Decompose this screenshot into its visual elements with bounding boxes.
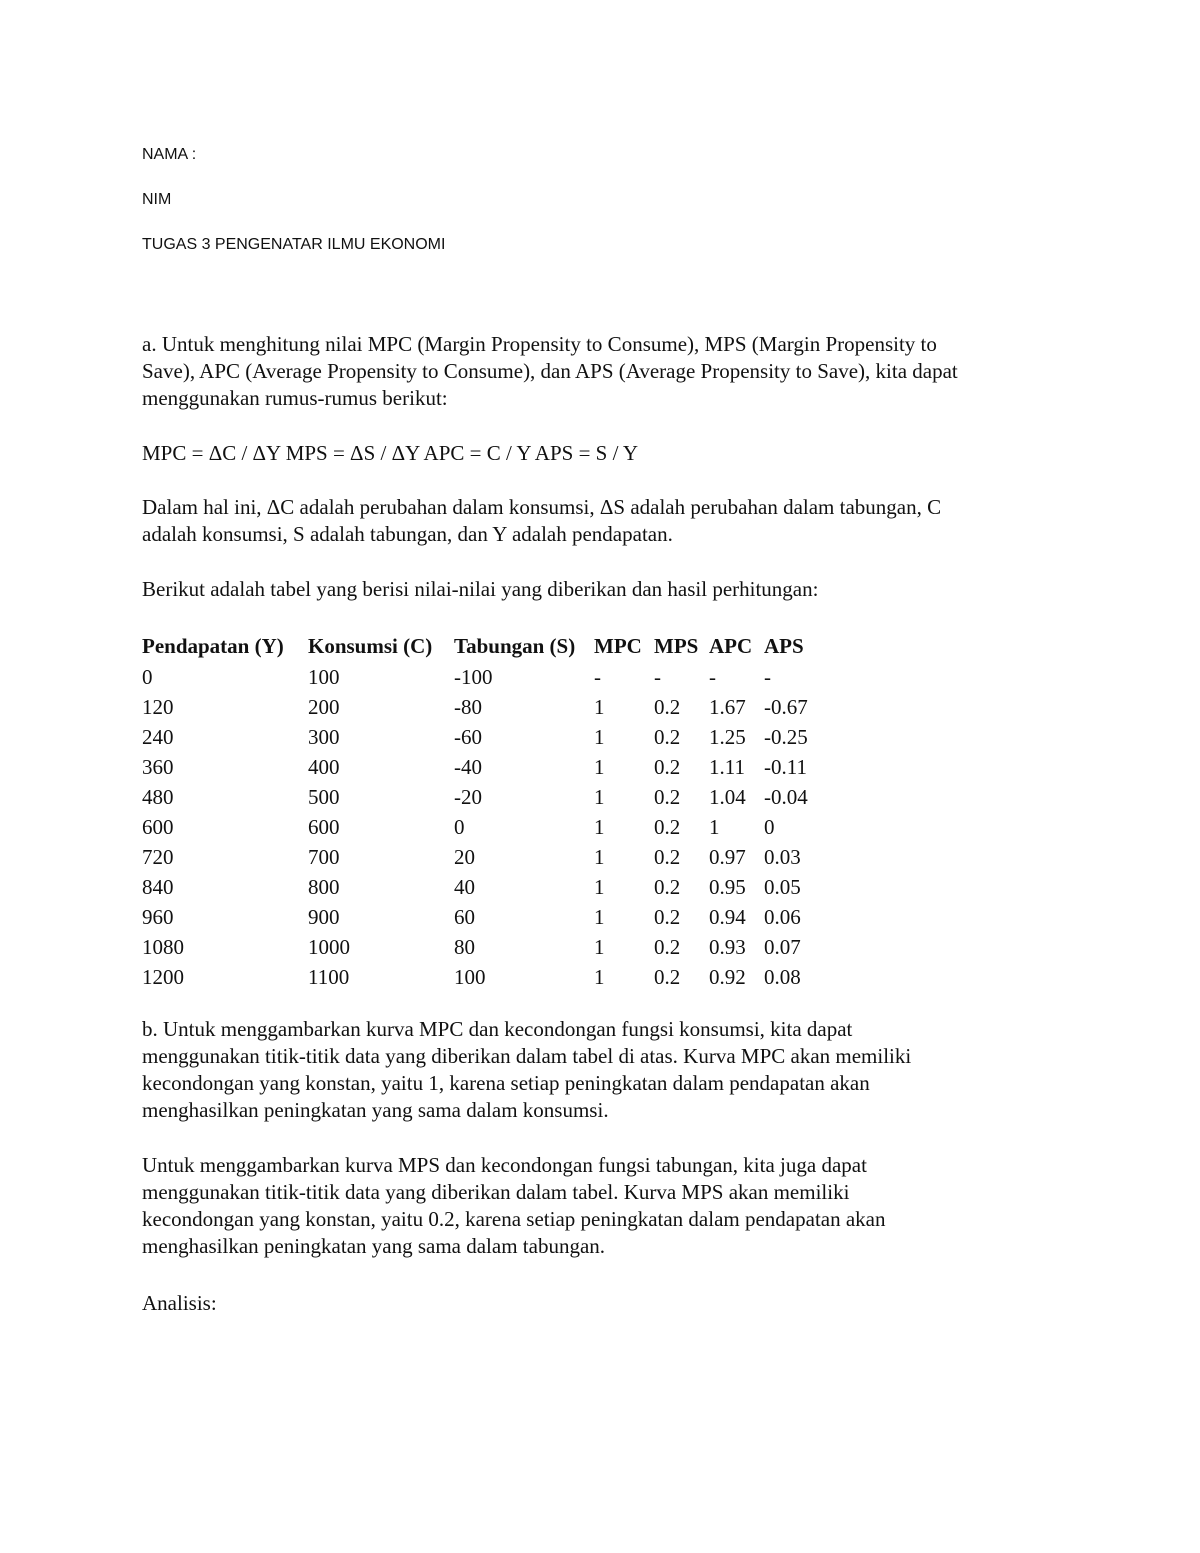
cell-apc: 0.94: [709, 904, 746, 929]
header-aps: APS: [764, 633, 804, 658]
cell-mps: 0.2: [654, 964, 681, 989]
cell-pendapatan: 120: [142, 694, 174, 719]
cell-aps: 0.03: [764, 844, 801, 869]
cell-aps: 0.07: [764, 934, 801, 959]
table-row: [142, 692, 824, 722]
cell-pendapatan: 360: [142, 754, 174, 779]
table-row: [142, 662, 824, 692]
definition-paragraph: [142, 494, 1072, 548]
text-line: Berikut adalah tabel yang berisi nilai-nilai yang diberikan dan hasil perhitungan:: [142, 577, 819, 601]
formula-line: [142, 440, 1072, 467]
cell-tabungan: -100: [454, 664, 493, 689]
cell-aps: -0.11: [764, 754, 807, 779]
table-row: [142, 782, 824, 812]
cell-mpc: 1: [594, 904, 605, 929]
cell-konsumsi: 1000: [308, 934, 350, 959]
text-line: Untuk menggambarkan kurva MPS dan kecondongan fungsi tabungan, kita juga dapat: [142, 1153, 867, 1177]
table-row: [142, 962, 824, 992]
cell-pendapatan: 600: [142, 814, 174, 839]
cell-pendapatan: 1080: [142, 934, 184, 959]
section-a-intro: [142, 331, 1072, 412]
table-row: [142, 932, 824, 962]
table-row: [142, 722, 824, 752]
cell-apc: 1.04: [709, 784, 746, 809]
cell-mps: 0.2: [654, 754, 681, 779]
cell-mpc: 1: [594, 964, 605, 989]
cell-apc: 0.93: [709, 934, 746, 959]
cell-konsumsi: 900: [308, 904, 340, 929]
cell-pendapatan: 1200: [142, 964, 184, 989]
cell-mps: 0.2: [654, 724, 681, 749]
cell-mpc: 1: [594, 814, 605, 839]
header-apc: APC: [709, 633, 753, 658]
cell-pendapatan: 240: [142, 724, 174, 749]
cell-tabungan: 80: [454, 934, 475, 959]
text-line: b. Untuk menggambarkan kurva MPC dan kecondongan fungsi konsumsi, kita dapat: [142, 1017, 853, 1041]
table-body: [142, 662, 824, 992]
cell-aps: -0.04: [764, 784, 808, 809]
header-mps: MPS: [654, 633, 699, 658]
cell-pendapatan: 480: [142, 784, 174, 809]
cell-aps: 0: [764, 814, 775, 839]
cell-konsumsi: 500: [308, 784, 340, 809]
cell-mps: 0.2: [654, 814, 681, 839]
analysis-heading: [142, 1290, 1072, 1317]
cell-pendapatan: 720: [142, 844, 174, 869]
cell-pendapatan: 840: [142, 874, 174, 899]
cell-aps: 0.05: [764, 874, 801, 899]
text-line: menggunakan rumus-rumus berikut:: [142, 386, 448, 410]
cell-tabungan: 100: [454, 964, 486, 989]
cell-mps: 0.2: [654, 874, 681, 899]
section-b-mps: [142, 1152, 1072, 1260]
calculation-table: [142, 630, 824, 992]
cell-pendapatan: 960: [142, 904, 174, 929]
cell-konsumsi: 600: [308, 814, 340, 839]
cell-aps: -0.25: [764, 724, 808, 749]
cell-konsumsi: 200: [308, 694, 340, 719]
cell-apc: 0.95: [709, 874, 746, 899]
cell-apc: 0.92: [709, 964, 746, 989]
text-line: menggunakan titik-titik data yang diberikan dalam tabel di atas. Kurva MPC akan memiliki: [142, 1044, 912, 1068]
cell-mpc: 1: [594, 844, 605, 869]
cell-apc: 0.97: [709, 844, 746, 869]
formula-text: MPC = ΔC / ΔY MPS = ΔS / ΔY APC = C / Y APS = S / Y: [142, 441, 639, 465]
cell-aps: 0.06: [764, 904, 801, 929]
cell-mpc: 1: [594, 784, 605, 809]
cell-konsumsi: 700: [308, 844, 340, 869]
text-line: menghasilkan peningkatan yang sama dalam tabungan.: [142, 1234, 606, 1258]
cell-tabungan: 0: [454, 814, 465, 839]
cell-mps: 0.2: [654, 934, 681, 959]
cell-apc: 1.11: [709, 754, 745, 779]
text-line: adalah konsumsi, S adalah tabungan, dan Y adalah pendapatan.: [142, 522, 673, 546]
section-b-mpc: [142, 1016, 1072, 1124]
cell-apc: 1.67: [709, 694, 746, 719]
cell-apc: 1.25: [709, 724, 746, 749]
cell-aps: -0.67: [764, 694, 808, 719]
cell-mps: -: [654, 664, 661, 689]
cell-tabungan: -60: [454, 724, 482, 749]
cell-mpc: 1: [594, 874, 605, 899]
cell-mps: 0.2: [654, 694, 681, 719]
text-line: Save), APC (Average Propensity to Consume), dan APS (Average Propensity to Save), kita dapat: [142, 359, 958, 383]
assignment-title: TUGAS 3 PENGENATAR ILMU EKONOMI: [142, 236, 446, 253]
table-row: [142, 812, 824, 842]
table-row: [142, 872, 824, 902]
text-line: kecondongan yang konstan, yaitu 1, karena setiap peningkatan dalam pendapatan akan: [142, 1071, 870, 1095]
cell-tabungan: -40: [454, 754, 482, 779]
cell-mpc: 1: [594, 694, 605, 719]
cell-konsumsi: 400: [308, 754, 340, 779]
table-row: [142, 902, 824, 932]
cell-tabungan: 60: [454, 904, 475, 929]
cell-tabungan: 40: [454, 874, 475, 899]
cell-apc: -: [709, 664, 716, 689]
cell-apc: 1: [709, 814, 720, 839]
cell-mpc: 1: [594, 934, 605, 959]
cell-tabungan: -20: [454, 784, 482, 809]
text-line: Dalam hal ini, ΔC adalah perubahan dalam konsumsi, ΔS adalah perubahan dalam tabungan, C: [142, 495, 942, 519]
table-row: [142, 842, 824, 872]
text-line: menghasilkan peningkatan yang sama dalam konsumsi.: [142, 1098, 609, 1122]
header-konsumsi: Konsumsi (C): [308, 633, 433, 658]
cell-mpc: 1: [594, 724, 605, 749]
header-mpc: MPC: [594, 633, 642, 658]
cell-aps: -: [764, 664, 771, 689]
text-line: menggunakan titik-titik data yang diberikan dalam tabel. Kurva MPS akan memiliki: [142, 1180, 850, 1204]
cell-tabungan: -80: [454, 694, 482, 719]
cell-konsumsi: 800: [308, 874, 340, 899]
cell-konsumsi: 100: [308, 664, 340, 689]
analysis-label: Analisis:: [142, 1291, 217, 1315]
header-tabungan: Tabungan (S): [454, 633, 576, 658]
cell-pendapatan: 0: [142, 664, 153, 689]
table-row: [142, 752, 824, 782]
nim-label: NIM: [142, 191, 172, 208]
text-line: kecondongan yang konstan, yaitu 0.2, karena setiap peningkatan dalam pendapatan akan: [142, 1207, 886, 1231]
cell-mps: 0.2: [654, 844, 681, 869]
nama-label: NAMA :: [142, 146, 197, 163]
header-pendapatan: Pendapatan (Y): [142, 633, 284, 658]
cell-mps: 0.2: [654, 784, 681, 809]
cell-mpc: 1: [594, 754, 605, 779]
table-intro: [142, 576, 1072, 603]
cell-aps: 0.08: [764, 964, 801, 989]
cell-konsumsi: 1100: [308, 964, 350, 989]
cell-konsumsi: 300: [308, 724, 340, 749]
text-line: a. Untuk menghitung nilai MPC (Margin Propensity to Consume), MPS (Margin Propensity to: [142, 332, 937, 356]
table-header-row: [142, 630, 824, 662]
cell-mpc: -: [594, 664, 601, 689]
cell-tabungan: 20: [454, 844, 475, 869]
cell-mps: 0.2: [654, 904, 681, 929]
